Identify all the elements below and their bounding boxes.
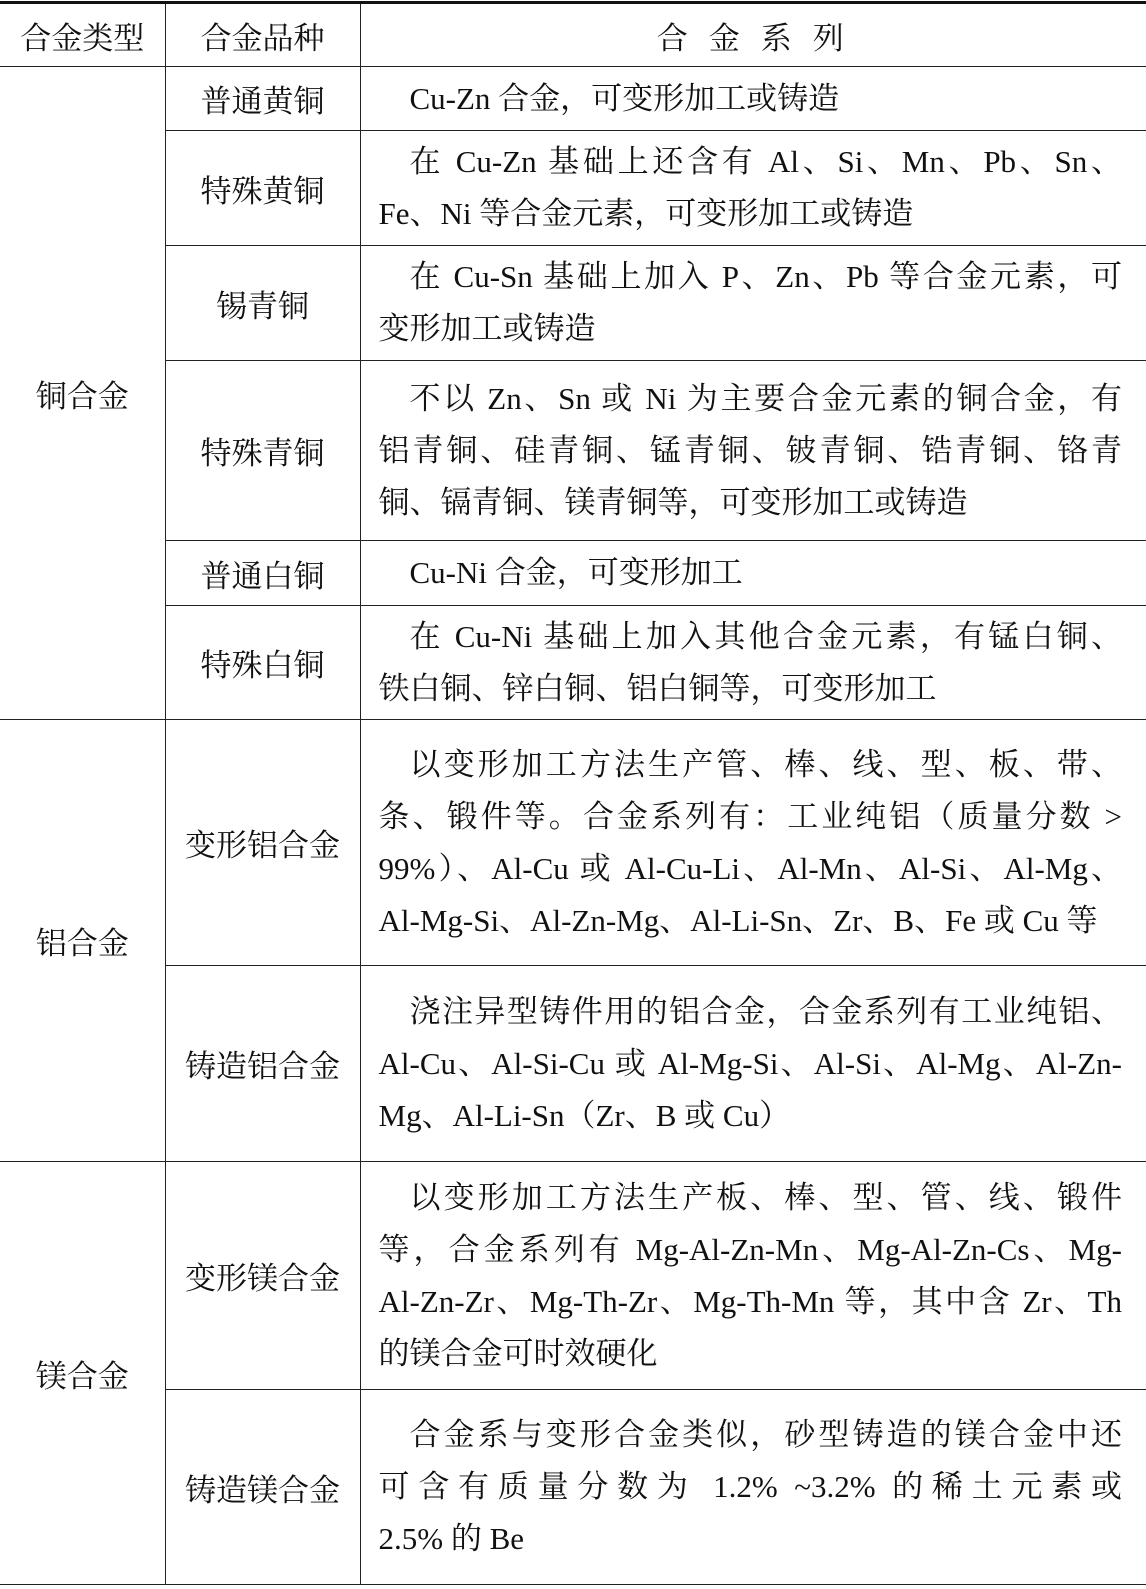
alloy-variety-cell: 特殊黄铜: [165, 131, 360, 246]
alloy-variety-cell: 特殊青铜: [165, 361, 360, 541]
series-text-line: 浇注异型铸件用的铝合金，合金系列有工业纯铝、: [409, 993, 1122, 1029]
series-text-line: Al-Zn-Zr、Mg-Th-Zr、Mg-Th-Mn 等，其中含 Zr、Th: [378, 1283, 1122, 1319]
series-text-line: 可含有质量分数为 1.2% ~3.2% 的稀土元素或: [378, 1469, 1122, 1504]
series-text-line: 条、锻件等。合金系列有：工业纯铝（质量分数 >: [378, 798, 1122, 834]
series-text-line: Al-Mg-Si、Al-Zn-Mg、Al-Li-Sn、Zr、B、Fe 或 Cu 等: [378, 902, 1098, 938]
series-text-line: Cu-Zn 合金，可变形加工或铸造: [409, 80, 840, 116]
table-row: [0, 1162, 1146, 1390]
series-text-line: Fe、Ni 等合金元素，可变形加工或铸造: [378, 196, 914, 231]
series-text-line: 在 Cu-Ni 基础上加入其他合金元素，有锰白铜、: [409, 618, 1122, 654]
series-text-line: Al-Cu、Al-Si-Cu 或 Al-Mg-Si、Al-Si、Al-Mg、Al-Zn-: [378, 1045, 1122, 1081]
header-alloy-series: 合金系列: [360, 3, 1146, 67]
series-text-line: 99%）、Al-Cu 或 Al-Cu-Li、Al-Mn、Al-Si、Al-Mg、: [378, 850, 1122, 886]
series-text-line: 铝青铜、硅青铜、锰青铜、铍青铜、锆青铜、铬青: [378, 432, 1122, 468]
table-row: [0, 720, 1146, 966]
series-text-line: 的镁合金可时效硬化: [378, 1335, 658, 1371]
series-text-line: Cu-Ni 合金，可变形加工: [409, 555, 743, 590]
alloy-variety-cell: 普通黄铜: [165, 67, 360, 131]
alloy-series-cell: [360, 361, 1146, 541]
table-row: [0, 246, 1146, 361]
series-text-line: 以变形加工方法生产管、棒、线、型、板、带、: [409, 746, 1122, 782]
alloy-series-cell: [360, 131, 1146, 246]
series-text-line: 铜、镉青铜、镁青铜等，可变形加工或铸造: [378, 484, 968, 520]
series-text-line: Mg、Al-Li-Sn（Zr、B 或 Cu）: [378, 1097, 791, 1133]
alloy-variety-cell: 普通白铜: [165, 541, 360, 606]
table-row: [0, 131, 1146, 246]
table-row: [0, 966, 1146, 1162]
series-text-line: 在 Cu-Zn 基础上还含有 Al、Si、Mn、Pb、Sn、: [409, 144, 1122, 179]
alloy-variety-cell: 铸造铝合金: [165, 966, 360, 1162]
alloy-variety-cell: 变形铝合金: [165, 720, 360, 966]
alloy-variety-cell: 锡青铜: [165, 246, 360, 361]
alloy-type-cell: 镁合金: [0, 1162, 165, 1585]
series-text-line: 不以 Zn、Sn 或 Ni 为主要合金元素的铜合金，有: [409, 380, 1122, 416]
alloy-series-cell: [360, 1390, 1146, 1585]
table-row: [0, 67, 1146, 131]
alloy-variety-cell: 特殊白铜: [165, 606, 360, 720]
alloy-series-cell: [360, 246, 1146, 361]
alloy-series-cell: [360, 606, 1146, 720]
table-row: [0, 1390, 1146, 1585]
alloy-variety-cell: 铸造镁合金: [165, 1390, 360, 1585]
alloy-series-cell: [360, 1162, 1146, 1390]
series-text-line: 合金系与变形合金类似，砂型铸造的镁合金中还: [409, 1417, 1122, 1452]
alloy-series-cell: [360, 720, 1146, 966]
table-row: [0, 541, 1146, 606]
alloy-series-cell: [360, 541, 1146, 606]
table-row: [0, 361, 1146, 541]
series-text-line: 铁白铜、锌白铜、铝白铜等，可变形加工: [378, 670, 937, 706]
series-text-line: 变形加工或铸造: [378, 311, 596, 346]
series-text-line: 等，合金系列有 Mg-Al-Zn-Mn、Mg-Al-Zn-Cs、Mg-: [378, 1231, 1122, 1267]
alloy-series-cell: [360, 67, 1146, 131]
header-alloy-variety: 合金品种: [165, 3, 360, 67]
series-text-line: 在 Cu-Sn 基础上加入 P、Zn、Pb 等合金元素，可: [409, 259, 1122, 294]
series-text-line: 2.5% 的 Be: [378, 1521, 525, 1556]
alloy-variety-cell: 变形镁合金: [165, 1162, 360, 1390]
header-alloy-type: 合金类型: [0, 3, 165, 67]
alloy-type-cell: 铜合金: [0, 67, 165, 720]
alloy-type-cell: 铝合金: [0, 720, 165, 1162]
series-text-line: 以变形加工方法生产板、棒、型、管、线、锻件: [409, 1179, 1122, 1215]
alloy-table: [0, 1, 1146, 1585]
table-row: [0, 606, 1146, 720]
alloy-series-cell: [360, 966, 1146, 1162]
header-row: [0, 3, 1146, 67]
